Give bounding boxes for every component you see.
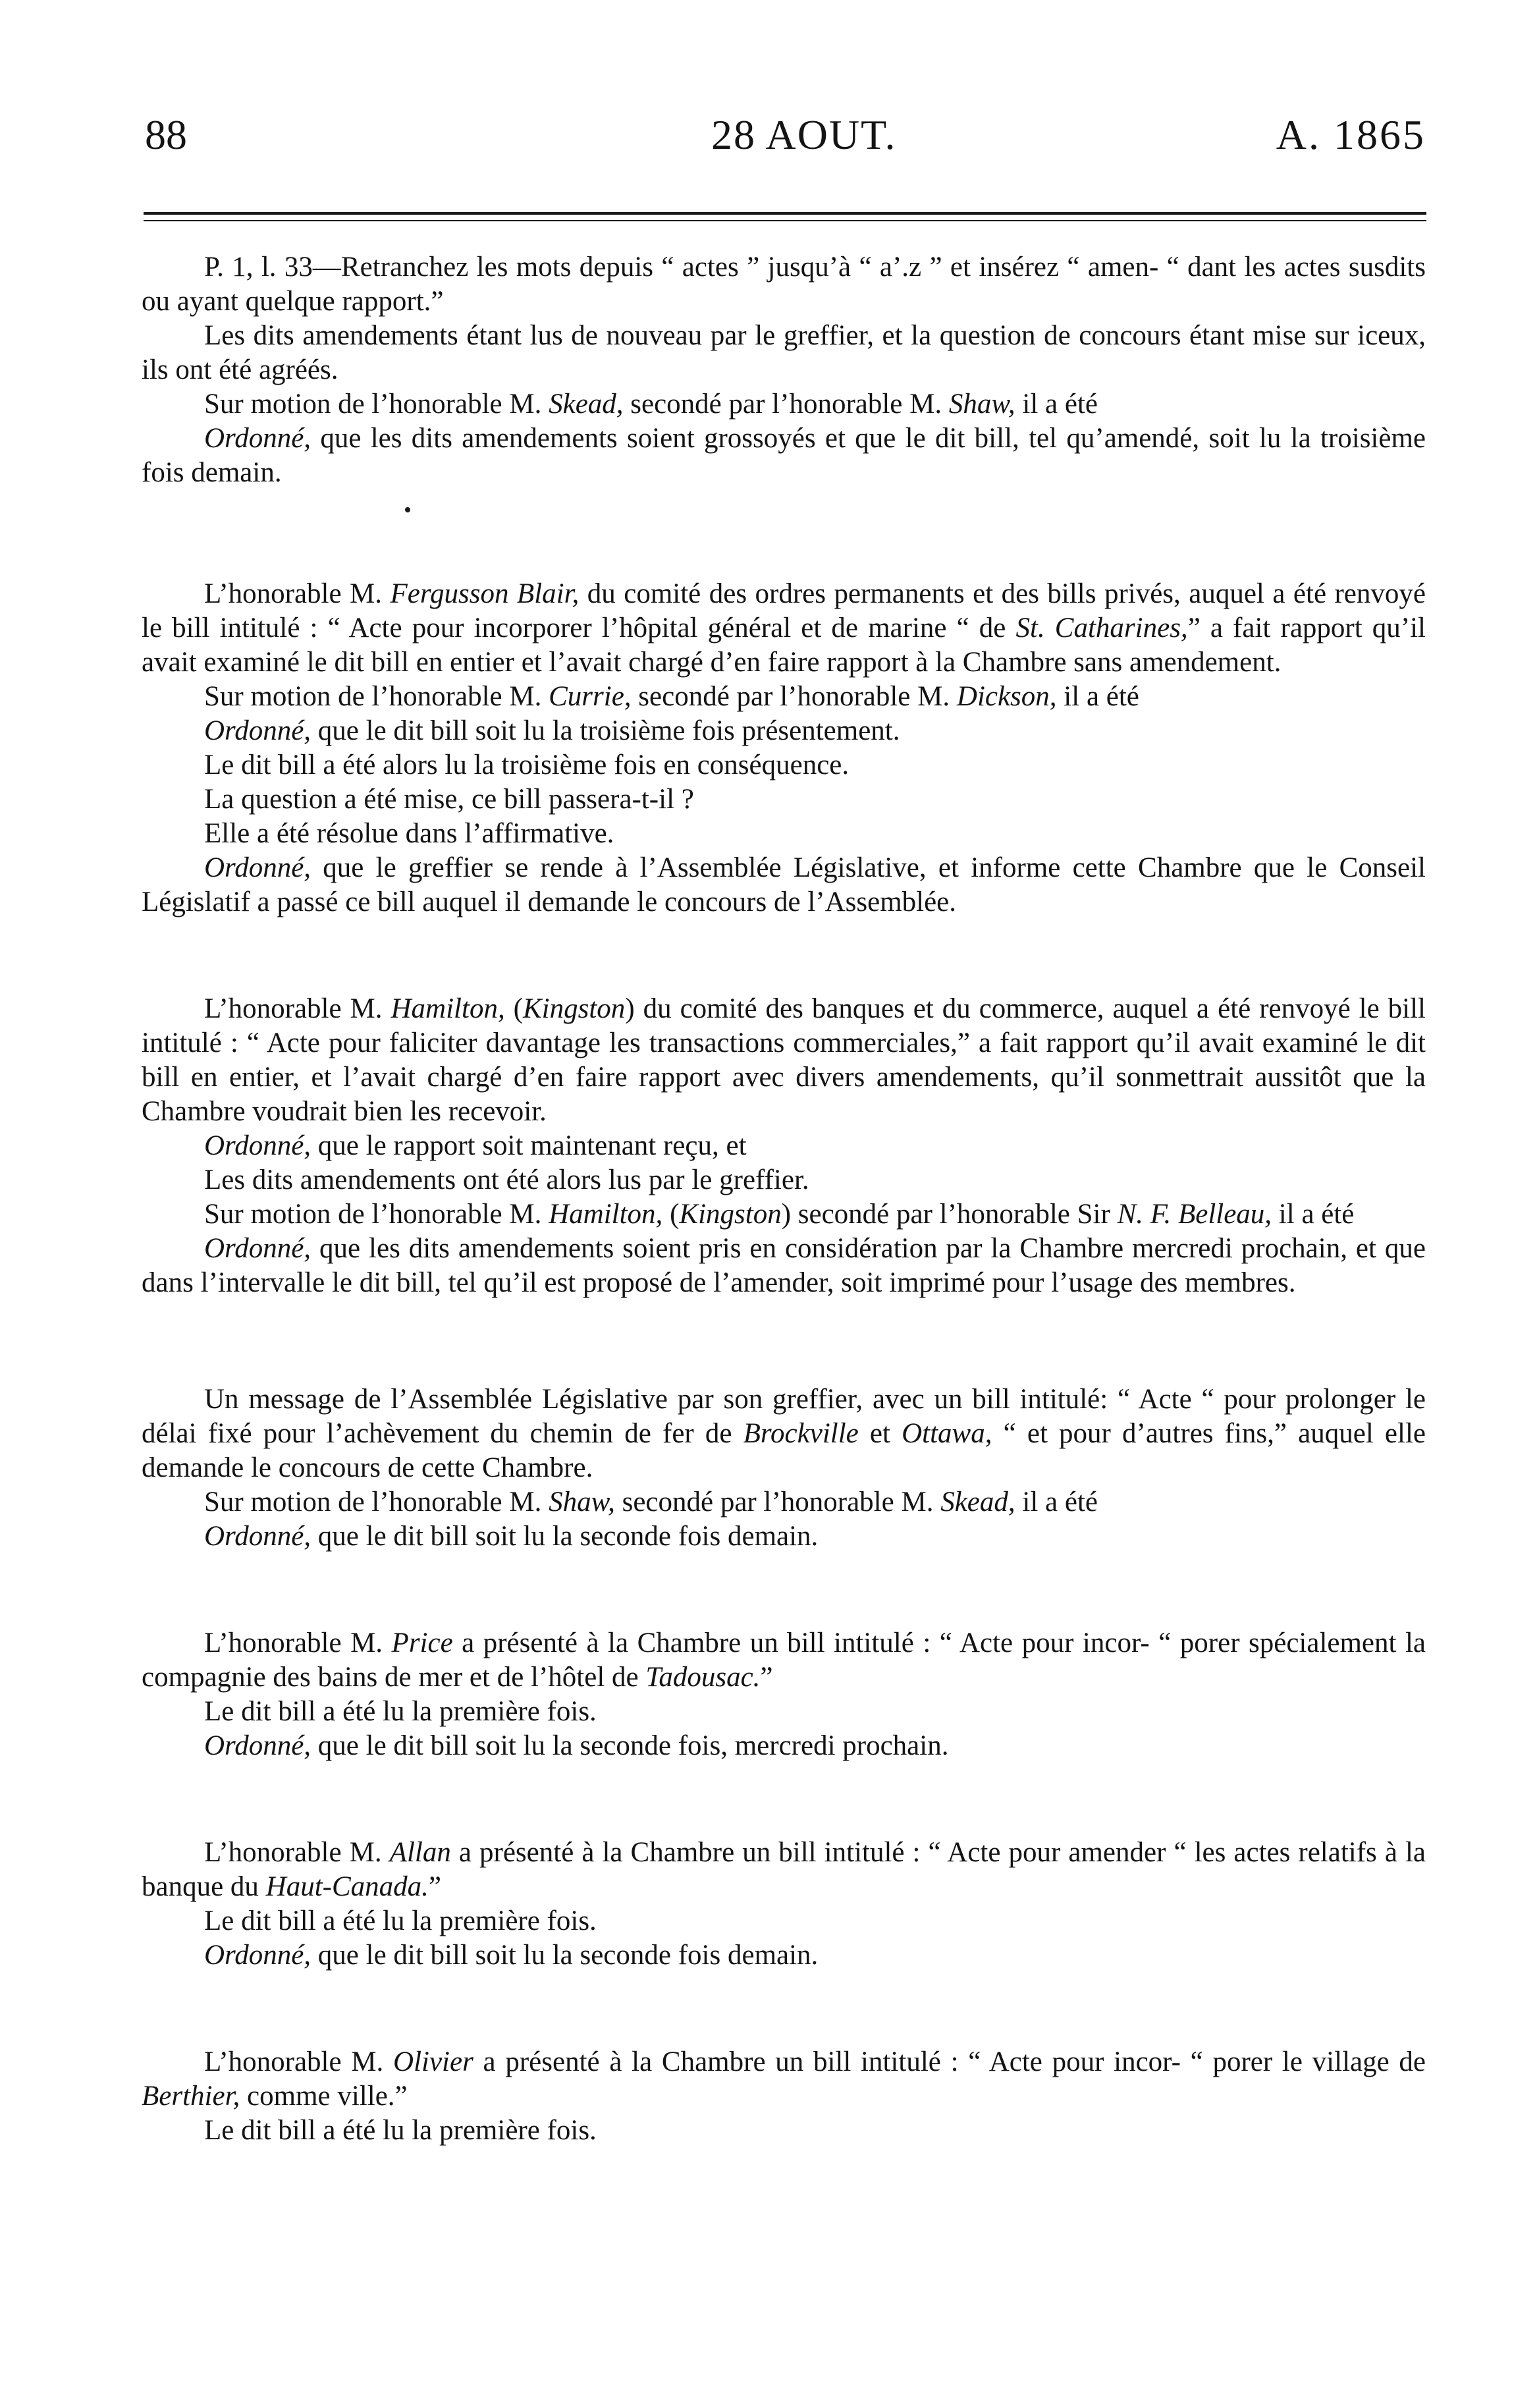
motion-line: [142, 1485, 1426, 1519]
header-rule-thin: [144, 220, 1426, 221]
text-run: L’honorable M.: [204, 1837, 390, 1868]
member-name: Skead,: [549, 389, 624, 420]
header-year: A. 1865: [1276, 111, 1426, 158]
text-run: P. 1, l. 33—Retranchez les mots depuis “ actes ” jusqu’à “ a’.z ” et insérez “ amen- “ dant les actes susdits ou ayant quelque rapport.”: [142, 252, 1426, 317]
bill-introduction: [142, 2045, 1426, 2114]
text-run: comme ville.”: [240, 2081, 408, 2112]
member-name: Currie,: [549, 681, 632, 712]
text-run: L’honorable M.: [204, 578, 391, 609]
ordonne-label: Ordonné,: [204, 715, 311, 746]
paragraph: [142, 748, 1426, 782]
header-date: 28 AOUT.: [711, 111, 897, 158]
order-line: [142, 1519, 1426, 1554]
text-run: ”: [428, 1871, 442, 1902]
text-run: ) du comité des banques et du commerce, auquel a été renvoyé le bill intitulé : “ Acte pour faliciter davantage les transactions commerciales,” a fait rapport qu’il avait examiné le dit bill en entier, et l’avait chargé d’en faire rapport avec divers amendements, qu’il sonmettrait aussitôt que la Chambre voudrait bien les recevoir.: [142, 993, 1426, 1127]
motion-line: [142, 1197, 1426, 1232]
member-name: Shaw,: [948, 389, 1015, 420]
text-run: secondé par l’honorable M.: [614, 1487, 941, 1518]
text-run: que le dit bill soit lu la seconde fois demain.: [311, 1940, 819, 1971]
place-name: St. Catharines,: [1015, 613, 1188, 643]
text-run: il a été: [1272, 1199, 1355, 1230]
place-name: Tadousac.: [645, 1662, 761, 1693]
member-name: N. F. Belleau,: [1117, 1199, 1272, 1230]
text-run: ”: [760, 1662, 773, 1693]
paragraph: [142, 1904, 1426, 1938]
paragraph: [142, 319, 1426, 387]
ordonne-label: Ordonné,: [204, 852, 311, 883]
member-name: Allan: [389, 1837, 451, 1868]
text-run: Les dits amendements ont été alors lus par le greffier.: [204, 1164, 809, 1195]
text-run: Le dit bill a été lu la première fois.: [204, 1696, 597, 1727]
member-name: Dickson,: [956, 681, 1057, 712]
header-rule-thick: [144, 212, 1426, 215]
member-name: Shaw,: [549, 1487, 615, 1518]
text-run: secondé par l’honorable M.: [623, 389, 949, 420]
ordonne-label: Ordonné,: [204, 1130, 311, 1161]
bill-introduction: [142, 1836, 1426, 1904]
place-name: Ottawa,: [902, 1418, 992, 1449]
place-name: Haut-Canada.: [265, 1871, 429, 1902]
stray-mark: [142, 490, 1426, 530]
order-line: [142, 714, 1426, 748]
text-run: La question a été mise, ce bill passera-t-il ?: [204, 784, 694, 815]
text-run: L’honorable M.: [204, 993, 391, 1024]
place-name: Brockville: [743, 1418, 859, 1449]
text-run: que le dit bill soit lu la seconde fois demain.: [311, 1521, 819, 1552]
text-run: a présenté à la Chambre un bill intitulé : “ Acte pour incor- “ porer spécialement la compagnie des bains de mer et de l’hôtel de: [142, 1628, 1426, 1693]
page-body: [142, 250, 1426, 2148]
text-run: que le dit bill soit lu la troisième fois présentement.: [311, 715, 900, 746]
ordonne-label: Ordonné,: [204, 1730, 311, 1761]
text-run: Le dit bill a été lu la première fois.: [204, 2115, 597, 2146]
assembly-message: [142, 1382, 1426, 1485]
text-run: il a été: [1056, 681, 1139, 712]
committee-report: [142, 577, 1426, 680]
member-name: Hamilton,: [549, 1199, 663, 1230]
text-run: que le dit bill soit lu la seconde fois, mercredi prochain.: [311, 1730, 949, 1761]
text-run: il a été: [1015, 389, 1098, 420]
ordonne-label: Ordonné,: [204, 1940, 311, 1971]
member-name: Hamilton,: [391, 993, 505, 1024]
order-line: [142, 422, 1426, 490]
motion-line: [142, 387, 1426, 422]
text-run: (: [662, 1199, 680, 1230]
text-run: que les dits amendements soient pris en considération par la Chambre mercredi prochain, et que dans l’intervalle le dit bill, tel qu’il est proposé de l’amender, soit imprimé pour l’usage des membres.: [142, 1233, 1426, 1298]
text-run: “ et pour d’autres fins,” auquel elle demande le concours de cette Chambre.: [142, 1418, 1426, 1483]
text-run: Un message de l’Assemblée Législative par son greffier, avec un bill intitulé: “ Acte “ pour prolonger le délai fixé pour l’achèvement du chemin de fer de: [142, 1384, 1426, 1449]
text-run: Le dit bill a été alors lu la troisième fois en conséquence.: [204, 750, 850, 780]
order-line: [142, 851, 1426, 919]
text-run: et: [858, 1418, 902, 1449]
text-run: ” a fait rapport qu’il avait examiné le dit bill en entier et l’avait chargé d’en faire rapport à la Chambre sans amendement.: [142, 613, 1426, 678]
paragraph: [142, 1163, 1426, 1197]
order-line: [142, 1129, 1426, 1163]
member-name: Skead,: [940, 1487, 1015, 1518]
text-run: il a été: [1015, 1487, 1098, 1518]
paragraph: [142, 817, 1426, 851]
paragraph: [142, 1695, 1426, 1729]
order-line: [142, 1232, 1426, 1300]
ordonne-label: Ordonné,: [204, 1521, 311, 1552]
text-run: Les dits amendements étant lus de nouveau par le greffier, et la question de concours étant mise sur iceux, ils ont été agréés.: [142, 320, 1426, 385]
text-run: (: [504, 993, 523, 1024]
paragraph: [142, 2114, 1426, 2148]
text-run: a présenté à la Chambre un bill intitulé : “ Acte pour incor- “ porer le village de: [473, 2046, 1426, 2077]
text-run: ) secondé par l’honorable Sir: [781, 1199, 1118, 1230]
text-run: Sur motion de l’honorable M.: [204, 1487, 549, 1518]
ordonne-label: Ordonné,: [204, 423, 311, 454]
bill-introduction: [142, 1626, 1426, 1695]
text-run: secondé par l’honorable M.: [631, 681, 957, 712]
text-run: L’honorable M.: [204, 1628, 392, 1658]
text-run: Sur motion de l’honorable M.: [204, 681, 549, 712]
place-name: Kingston: [523, 993, 626, 1024]
committee-report: [142, 992, 1426, 1129]
amendment-text: [142, 250, 1426, 319]
order-line: [142, 1938, 1426, 1973]
paragraph: [142, 782, 1426, 817]
member-name: Olivier: [393, 2046, 473, 2077]
member-name: Price: [391, 1628, 453, 1658]
place-name: Kingston: [679, 1199, 782, 1230]
text-run: du comité des ordres permanents et des bills privés, auquel a été renvoyé le bill intitulé : “ Acte pour incorporer l’hôpital général et de marine “ de: [142, 578, 1426, 643]
ordonne-label: Ordonné,: [204, 1233, 311, 1264]
motion-line: [142, 680, 1426, 714]
place-name: Berthier,: [142, 2081, 240, 2112]
text-run: Le dit bill a été lu la première fois.: [204, 1905, 597, 1936]
order-line: [142, 1729, 1426, 1763]
text-run: Elle a été résolue dans l’affirmative.: [204, 818, 614, 849]
text-run: Sur motion de l’honorable M.: [204, 1199, 549, 1230]
text-run: a présenté à la Chambre un bill intitulé : “ Acte pour amender “ les actes relatifs à la banque du: [142, 1837, 1426, 1902]
text-run: L’honorable M.: [204, 2046, 394, 2077]
text-run: que les dits amendements soient grossoyés et que le dit bill, tel qu’amendé, soit lu la troisième fois demain.: [142, 423, 1426, 488]
member-name: Fergusson Blair,: [390, 578, 580, 609]
text-run: que le rapport soit maintenant reçu, et: [311, 1130, 747, 1161]
page-header: [145, 111, 1426, 170]
text-run: Sur motion de l’honorable M.: [204, 389, 549, 420]
text-run: que le greffier se rende à l’Assemblée Législative, et informe cette Chambre que le Conseil Législatif a passé ce bill auquel il demande le concours de l’Assemblée.: [142, 852, 1426, 917]
page-number: 88: [145, 111, 187, 158]
